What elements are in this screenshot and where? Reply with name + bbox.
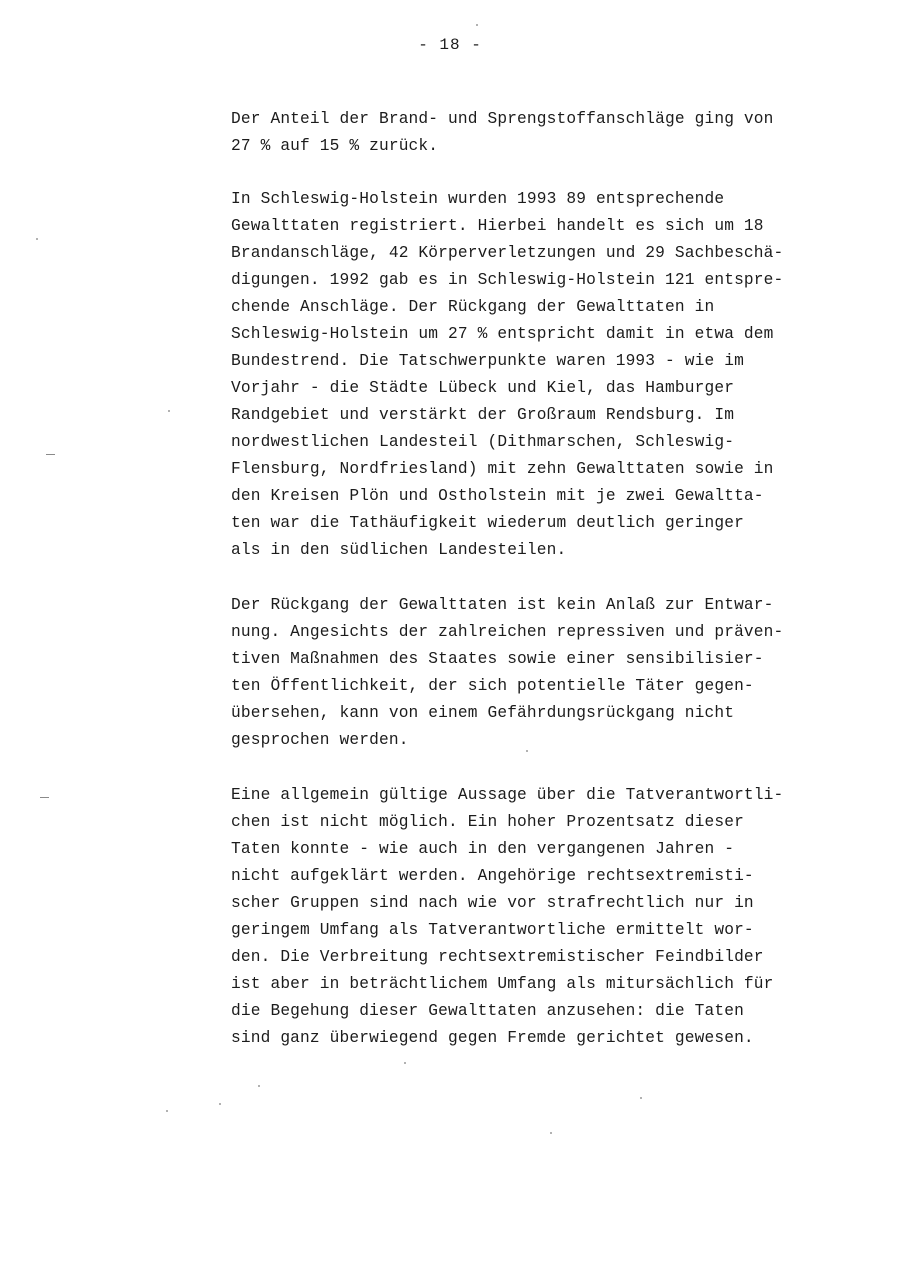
text-line: als in den südlichen Landesteilen. (231, 541, 567, 559)
text-line: tiven Maßnahmen des Staates sowie einer sensibilisier- (231, 650, 764, 668)
paragraph-4 (231, 782, 871, 1052)
text-line: ten war die Tathäufigkeit wiederum deutlich geringer (231, 514, 744, 532)
text-line: geringem Umfang als Tatverantwortliche ermittelt wor- (231, 921, 754, 939)
text-line: Schleswig-Holstein um 27 % entspricht damit in etwa dem (231, 325, 774, 343)
paragraph-1 (231, 106, 871, 160)
text-line: Bundestrend. Die Tatschwerpunkte waren 1993 - wie im (231, 352, 744, 370)
text-line: den. Die Verbreitung rechtsextremistischer Feindbilder (231, 948, 764, 966)
text-line: gesprochen werden. (231, 731, 409, 749)
page-number: - 18 - (418, 36, 482, 54)
text-line: nicht aufgeklärt werden. Angehörige rechtsextremisti- (231, 867, 754, 885)
text-line: übersehen, kann von einem Gefährdungsrückgang nicht (231, 704, 735, 722)
text-line: ist aber in beträchtlichem Umfang als mitursächlich für (231, 975, 774, 993)
paragraph-3 (231, 592, 871, 754)
text-line: Eine allgemein gültige Aussage über die Tatverantwortli- (231, 786, 784, 804)
text-line: Der Rückgang der Gewalttaten ist kein Anlaß zur Entwar- (231, 596, 774, 614)
text-line: digungen. 1992 gab es in Schleswig-Holstein 121 entspre- (231, 271, 784, 289)
text-line: nordwestlichen Landesteil (Dithmarschen, Schleswig- (231, 433, 735, 451)
paragraph-2 (231, 186, 871, 564)
scan-mark (46, 454, 55, 455)
text-line: Randgebiet und verstärkt der Großraum Rendsburg. Im (231, 406, 735, 424)
scan-speck (526, 750, 528, 752)
text-line: Brandanschläge, 42 Körperverletzungen und 29 Sachbeschä- (231, 244, 784, 262)
scan-speck (404, 1062, 406, 1064)
scan-speck (258, 1085, 260, 1087)
text-line: Flensburg, Nordfriesland) mit zehn Gewalttaten sowie in (231, 460, 774, 478)
scan-speck (36, 238, 38, 240)
scan-speck (476, 24, 478, 26)
scan-speck (550, 1132, 552, 1134)
text-line: den Kreisen Plön und Ostholstein mit je zwei Gewaltta- (231, 487, 764, 505)
text-line: chen ist nicht möglich. Ein hoher Prozentsatz dieser (231, 813, 744, 831)
text-line: Der Anteil der Brand- und Sprengstoffanschläge ging von (231, 110, 774, 128)
text-line: sind ganz überwiegend gegen Fremde gerichtet gewesen. (231, 1029, 754, 1047)
text-line: 27 % auf 15 % zurück. (231, 137, 439, 155)
scan-speck (219, 1103, 221, 1105)
text-line: Vorjahr - die Städte Lübeck und Kiel, das Hamburger (231, 379, 735, 397)
text-line: Gewalttaten registriert. Hierbei handelt es sich um 18 (231, 217, 764, 235)
text-line: nung. Angesichts der zahlreichen repressiven und präven- (231, 623, 784, 641)
scan-mark (40, 797, 49, 798)
text-line: Taten konnte - wie auch in den vergangenen Jahren - (231, 840, 735, 858)
scan-speck (168, 410, 170, 412)
scan-speck (166, 1110, 168, 1112)
text-line: scher Gruppen sind nach wie vor strafrechtlich nur in (231, 894, 754, 912)
scan-speck (640, 1097, 642, 1099)
text-line: die Begehung dieser Gewalttaten anzusehen: die Taten (231, 1002, 744, 1020)
text-line: chende Anschläge. Der Rückgang der Gewalttaten in (231, 298, 715, 316)
text-line: In Schleswig-Holstein wurden 1993 89 entsprechende (231, 190, 725, 208)
text-line: ten Öffentlichkeit, der sich potentielle Täter gegen- (231, 677, 754, 695)
